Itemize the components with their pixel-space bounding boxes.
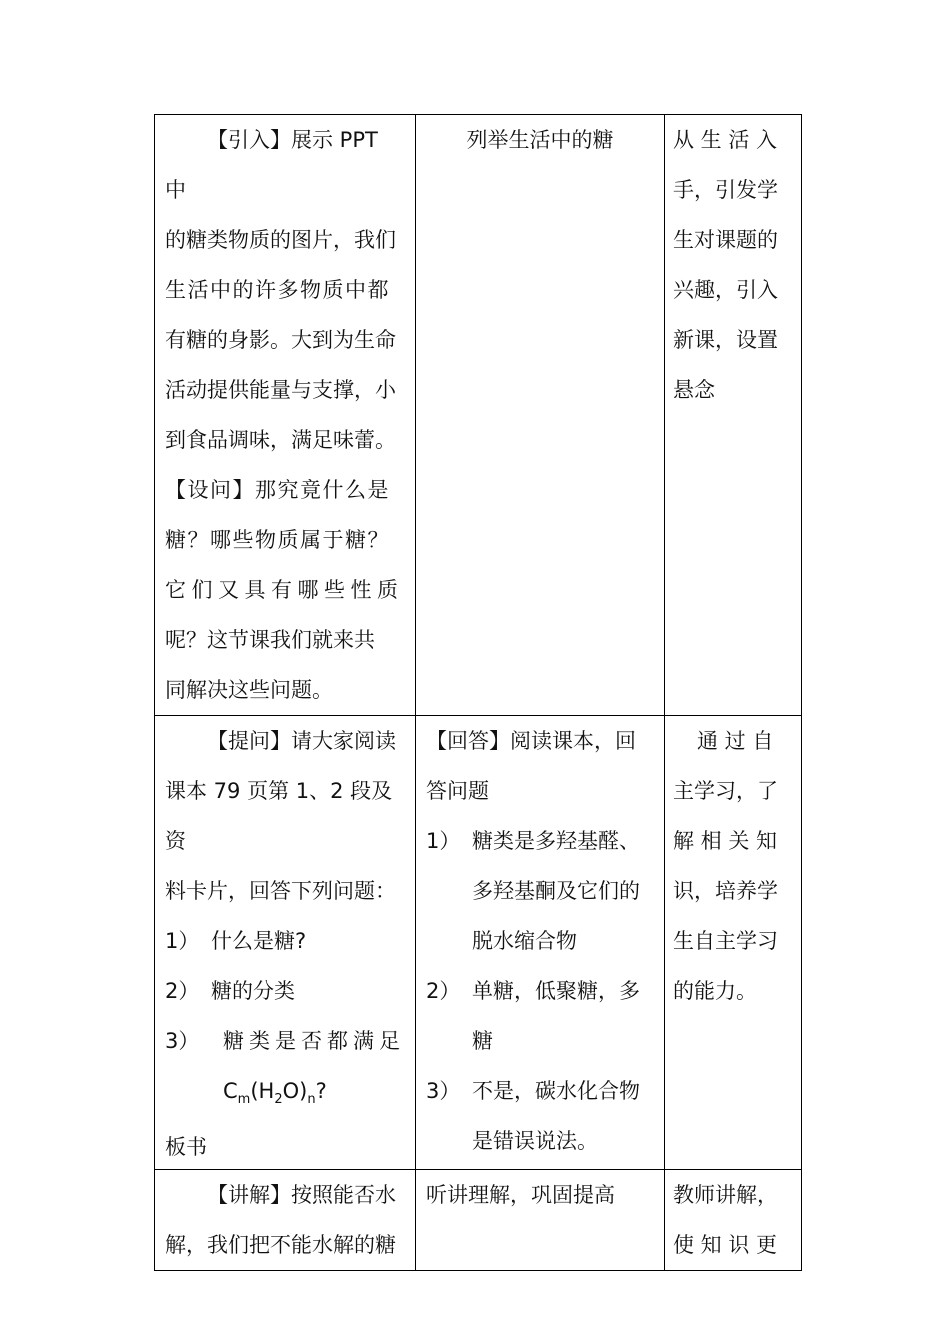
list-number: 1） [426,829,461,853]
list-item [165,916,405,966]
text-line: 手，引发学 [673,178,778,202]
text-line: 解，我们把不能水解的糖 [165,1233,396,1258]
text-line: 听讲理解，巩固提高 [426,1183,615,1208]
list-number: 3） [426,1079,461,1103]
table-row [155,1170,802,1271]
text-line: 从 生 活 入 [673,128,778,152]
table-row [155,115,802,716]
text-line: 教师讲解， [673,1183,778,1208]
design-intent-cell [665,1170,802,1271]
text-line: 的能力。 [673,979,757,1003]
list-text: 糖的分类 [211,979,295,1003]
table-row [155,716,802,1170]
text-line: 同解决这些问题。 [165,678,333,702]
list-item [426,816,654,966]
teacher-activity-cell [155,716,416,1170]
list-text: 单糖，低聚糖，多糖 [472,979,640,1053]
text-line: 生活中的许多物质中都 [165,278,390,302]
text-line: 识，培养学 [673,879,778,903]
text-line: 活动提供能量与支撑，小 [165,378,396,402]
text-line: 【设问】那究竟什么是 [165,478,390,502]
list-text: 不是，碳水化合物是错误说法。 [472,1079,640,1153]
design-intent-cell [665,716,802,1170]
text-line: 到食品调味，满足味蕾。 [165,428,396,452]
teacher-activity-cell [155,115,416,716]
list-item [426,1066,654,1166]
teacher-activity-cell [155,1170,416,1271]
board-note: 板书 [165,1135,207,1160]
text-line: 悬念 [673,378,715,402]
text-line: 料卡片，回答下列问题： [165,879,396,903]
list-number: 1） [165,929,200,953]
text-line: 使 知 识 更 [673,1233,778,1258]
text-line: 的糖类物质的图片，我们 [165,228,396,252]
list-item [165,1016,405,1066]
text-line: 【讲解】按照能否水 [207,1183,396,1208]
text-line: 列举生活中的糖 [466,128,614,152]
text-line: 答问题 [426,779,489,803]
text-line: 【引入】展示 PPT 中 [165,128,378,202]
student-activity-cell [416,115,665,716]
text-line: 新课，设置 [673,328,778,352]
student-activity-cell [416,716,665,1170]
text-line: 生自主学习 [673,929,778,953]
text-line: 有糖的身影。大到为生命 [165,328,396,352]
text-line: 它们又具有哪些性质 [165,578,404,602]
text-line: 生对课题的 [673,228,778,252]
text-line: 兴趣，引入 [673,278,778,302]
list-text: 糖类是多羟基醛、多羟基酮及它们的脱水缩合物 [472,829,640,953]
text-line: 主学习，了 [673,779,778,803]
text-line: 糖？哪些物质属于糖？ [165,528,390,552]
text-line: 课本 79 页第 1、2 段及资 [165,779,393,853]
list-number: 2） [165,979,200,1003]
student-activity-cell [416,1170,665,1271]
chemical-formula: $C_m(H_2O)_n$? [223,1079,327,1108]
list-item [165,966,405,1016]
list-text: 糖类是否都满足 [223,1029,405,1053]
list-number: 3） [165,1029,200,1053]
text-line: 【回答】阅读课本，回 [426,729,636,753]
text-line: 呢？这节课我们就来共 [165,628,375,652]
text-line: 【提问】请大家阅读 [207,729,396,753]
lesson-plan-table [154,114,802,1271]
text-line: 通 过 自 [697,729,774,753]
list-text: 什么是糖? [211,929,307,953]
design-intent-cell [665,115,802,716]
list-item [426,966,654,1066]
text-line: 解 相 关 知 [673,829,778,853]
list-number: 2） [426,979,461,1003]
